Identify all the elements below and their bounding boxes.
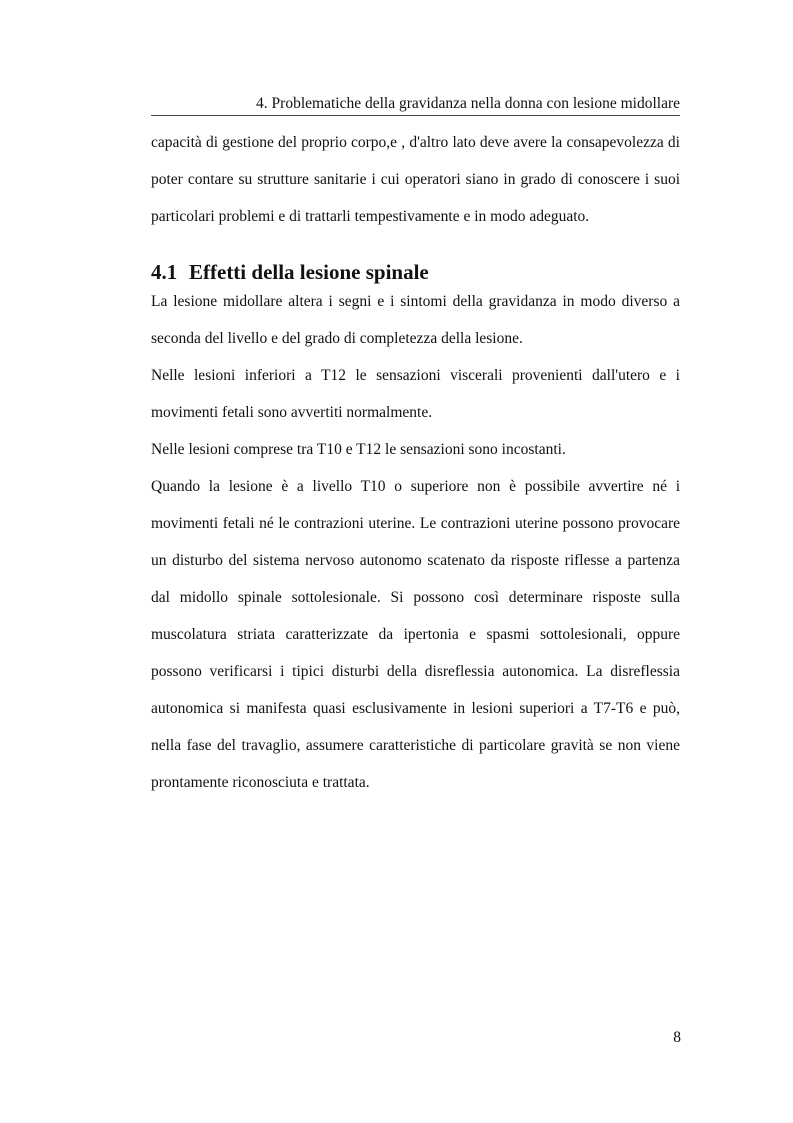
section-title: Effetti della lesione spinale bbox=[189, 260, 429, 284]
running-header: 4. Problematiche della gravidanza nella donna con lesione midollare bbox=[256, 95, 680, 112]
intro-paragraph: capacità di gestione del proprio corpo,e , d'altro lato deve avere la consapevolezza di poter contare su strutture sanitarie i cui operatori siano in grado di conoscere i suoi particolari problemi e di trattarli tempestivamente e in modo adeguato. bbox=[151, 134, 680, 225]
page-number: 8 bbox=[673, 1029, 681, 1046]
section-number: 4.1 bbox=[151, 260, 178, 284]
body-paragraph-2: Nelle lesioni inferiori a T12 le sensazioni viscerali provenienti dall'utero e i movimenti fetali sono avvertiti normalmente. bbox=[151, 367, 680, 421]
body-paragraph-1: La lesione midollare altera i segni e i sintomi della gravidanza in modo diverso a seconda del livello e del grado di completezza della lesione. bbox=[151, 293, 680, 347]
header-rule bbox=[151, 115, 680, 116]
section-heading bbox=[151, 259, 429, 285]
body-paragraph-4: Quando la lesione è a livello T10 o superiore non è possibile avvertire né i movimenti fetali né le contrazioni uterine. Le contrazioni uterine possono provocare un disturbo del sistema nervoso autonomo scatenato da risposte riflesse a partenza dal midollo spinale sottolesionale. Si possono così determinare risposte sulla muscolatura striata caratterizzate da ipertonia e spasmi sottolesionali, oppure possono verificarsi i tipici disturbi della disreflessia autonomica. La disreflessia autonomica si manifesta quasi esclusivamente in lesioni superiori a T7-T6 e può, nella fase del travaglio, assumere caratteristiche di particolare gravità se non viene prontamente riconosciuta e trattata. bbox=[151, 478, 680, 791]
body-paragraph-3: Nelle lesioni comprese tra T10 e T12 le sensazioni sono incostanti. bbox=[151, 441, 566, 458]
